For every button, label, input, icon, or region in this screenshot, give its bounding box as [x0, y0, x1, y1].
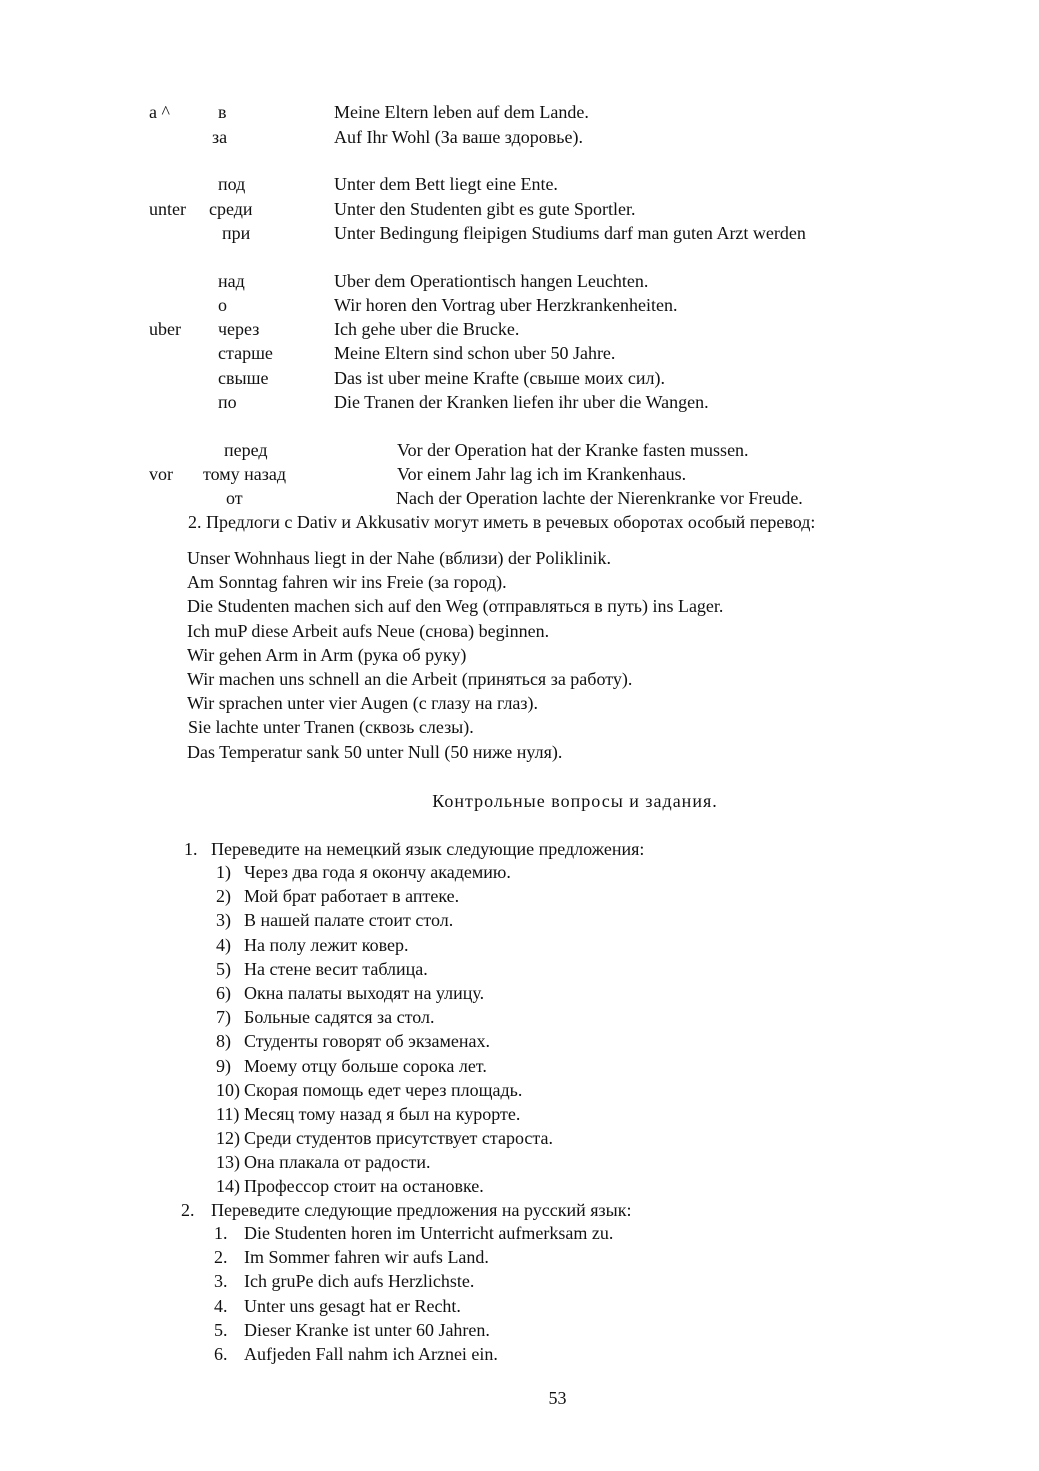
- prep-example: Das ist uber meine Krafte (свыше моих сил).: [334, 368, 665, 388]
- item-text: Aufjeden Fall nahm ich Arznei ein.: [244, 1343, 498, 1364]
- list-item: [214, 1078, 714, 1102]
- item-text: Студенты говорят об экзаменах.: [244, 1031, 490, 1052]
- item-number: 2): [216, 886, 231, 907]
- example-line: Das Temperatur sank 50 unter Null (50 ниже нуля).: [187, 741, 563, 762]
- example-line: Am Sonntag fahren wir ins Freie (за город).: [187, 572, 507, 593]
- list-item: [214, 957, 714, 981]
- list-item: [214, 1054, 714, 1078]
- item-number: 14): [216, 1176, 240, 1197]
- item-text: Моему отцу больше сорока лет.: [244, 1055, 487, 1076]
- task-1-number: 1.: [184, 839, 198, 859]
- prep-example: Nach der Operation lachte der Nierenkranke vor Freude.: [396, 488, 803, 508]
- item-text: Die Studenten horen im Unterricht aufmerksam zu.: [244, 1223, 614, 1243]
- item-number: 4): [216, 934, 231, 955]
- prep-example: Meine Eltern sind schon uber 50 Jahre.: [334, 343, 616, 363]
- example-line: Unser Wohnhaus liegt in der Nahe (вблизи) der Poliklinik.: [187, 548, 611, 568]
- prep-translation: под: [218, 174, 246, 194]
- item-number: 6.: [214, 1343, 228, 1364]
- item-number: 3): [216, 910, 231, 931]
- list-item: [214, 1126, 714, 1150]
- prep-translation: через: [218, 319, 260, 339]
- list-item: [214, 1221, 714, 1245]
- example-line: Ich muP diese Arbeit aufs Neue (снова) beginnen.: [187, 620, 550, 641]
- list-item: [214, 908, 714, 932]
- prep-translation: от: [226, 488, 243, 508]
- prep-translation: при: [222, 223, 251, 243]
- item-number: 8): [216, 1031, 231, 1052]
- item-text: Ich gruPe dich aufs Herzlichste.: [244, 1271, 475, 1292]
- prep-example: Unter den Studenten gibt es gute Sportler.: [334, 199, 636, 219]
- item-text: На стене весит таблица.: [244, 958, 428, 979]
- list-item: [214, 1029, 714, 1053]
- example-line: Wir machen uns schnell an die Arbeit (приняться за работу).: [187, 668, 633, 689]
- item-number: 7): [216, 1007, 231, 1028]
- task-2-list: [214, 1221, 714, 1366]
- prep-translation: о: [218, 295, 227, 315]
- item-number: 4.: [214, 1295, 228, 1316]
- prep-example: Die Tranen der Kranken liefen ihr uber die Wangen.: [334, 392, 709, 412]
- item-text: Профессор стоит на остановке.: [244, 1176, 484, 1197]
- list-item: [214, 884, 714, 908]
- item-text: На полу лежит ковер.: [244, 934, 409, 955]
- page-number: 53: [548, 1388, 567, 1408]
- example-line: Die Studenten machen sich auf den Weg (отправляться в путь) ins Lager.: [187, 596, 724, 617]
- item-number: 9): [216, 1055, 231, 1076]
- prep-translation: по: [218, 392, 237, 412]
- example-line: Sie lachte unter Tranen (сквозь слезы).: [188, 717, 474, 738]
- item-text: Она плакала от радости.: [244, 1152, 431, 1173]
- prep-example: Vor einem Jahr lag ich im Krankenhaus.: [397, 464, 687, 484]
- prep-example: Uber dem Operationtisch hangen Leuchten.: [334, 271, 649, 291]
- point-2-statement: 2. Предлоги с Dativ и Akkusativ могут иметь в речевых оборотах особый перевод:: [188, 512, 816, 532]
- item-number: 12): [216, 1128, 240, 1149]
- prep-word-uber: uber: [149, 319, 181, 339]
- section-heading: Контрольные вопросы и задания.: [432, 791, 718, 811]
- list-item: [214, 1005, 714, 1029]
- example-line: Wir gehen Arm in Arm (рука об руку): [187, 644, 467, 665]
- example-line: Wir sprachen unter vier Augen (с глазу на глаз).: [187, 693, 539, 714]
- item-number: 3.: [214, 1271, 228, 1292]
- list-item: [214, 1269, 714, 1293]
- task-1-title: Переведите на немецкий язык следующие предложения:: [211, 839, 645, 859]
- item-number: 13): [216, 1152, 240, 1173]
- item-text: В нашей палате стоит стол.: [244, 910, 454, 931]
- prep-word-vor: vor: [149, 464, 173, 484]
- prep-translation: в: [218, 102, 227, 122]
- prep-translation: среди: [209, 199, 253, 219]
- item-text: Через два года я окончу академию.: [244, 862, 511, 882]
- item-number: 6): [216, 982, 231, 1003]
- prep-example: Unter Bedingung fleipigen Studiums darf man guten Arzt werden: [334, 223, 806, 243]
- list-item: [214, 981, 714, 1005]
- list-item: [214, 1245, 714, 1269]
- list-item: [214, 1102, 714, 1126]
- prep-example: Unter dem Bett liegt eine Ente.: [334, 174, 558, 194]
- item-number: 11): [216, 1103, 240, 1124]
- item-text: Среди студентов присутствует староста.: [244, 1128, 553, 1149]
- item-number: 5): [216, 958, 231, 979]
- list-item: [214, 933, 714, 957]
- list-item: [214, 1318, 714, 1342]
- item-number: 10): [216, 1079, 240, 1100]
- prep-example: Auf Ihr Wohl (За ваше здоровье).: [334, 127, 583, 147]
- prep-word-a: a ^: [149, 102, 170, 122]
- prep-example: Vor der Operation hat der Kranke fasten mussen.: [397, 440, 749, 460]
- prep-translation: тому назад: [203, 464, 287, 484]
- prep-example: Meine Eltern leben auf dem Lande.: [334, 102, 589, 122]
- list-item: [214, 1174, 714, 1198]
- list-item: [214, 860, 714, 884]
- item-text: Месяц тому назад я был на курорте.: [244, 1103, 521, 1124]
- item-number: 2.: [214, 1247, 228, 1268]
- prep-translation: над: [218, 271, 245, 291]
- item-text: Dieser Kranke ist unter 60 Jahren.: [244, 1319, 490, 1340]
- item-text: Больные садятся за стол.: [244, 1007, 435, 1028]
- task-1-list: [214, 860, 714, 1199]
- item-number: 5.: [214, 1319, 228, 1340]
- item-number: 1): [216, 862, 231, 882]
- task-2-number: 2.: [181, 1200, 195, 1220]
- item-text: Окна палаты выходят на улицу.: [244, 982, 485, 1003]
- prep-translation: старше: [218, 343, 273, 363]
- prep-translation: свыше: [218, 368, 269, 388]
- item-text: Unter uns gesagt hat er Recht.: [244, 1295, 461, 1316]
- prep-word-unter: unter: [149, 199, 186, 219]
- item-text: Мой брат работает в аптеке.: [244, 886, 460, 907]
- list-item: [214, 1294, 714, 1318]
- examples-block: [187, 546, 723, 764]
- item-number: 1.: [214, 1223, 228, 1243]
- prep-example: Ich gehe uber die Brucke.: [334, 319, 520, 339]
- prep-translation: перед: [224, 440, 268, 460]
- task-2-title: Переведите следующие предложения на русский язык:: [211, 1200, 632, 1220]
- item-text: Im Sommer fahren wir aufs Land.: [244, 1247, 489, 1268]
- item-text: Скорая помощь едет через площадь.: [244, 1079, 523, 1100]
- prep-translation: за: [212, 127, 228, 147]
- list-item: [214, 1342, 714, 1366]
- list-item: [214, 1150, 714, 1174]
- prep-example: Wir horen den Vortrag uber Herzkrankenheiten.: [334, 295, 678, 315]
